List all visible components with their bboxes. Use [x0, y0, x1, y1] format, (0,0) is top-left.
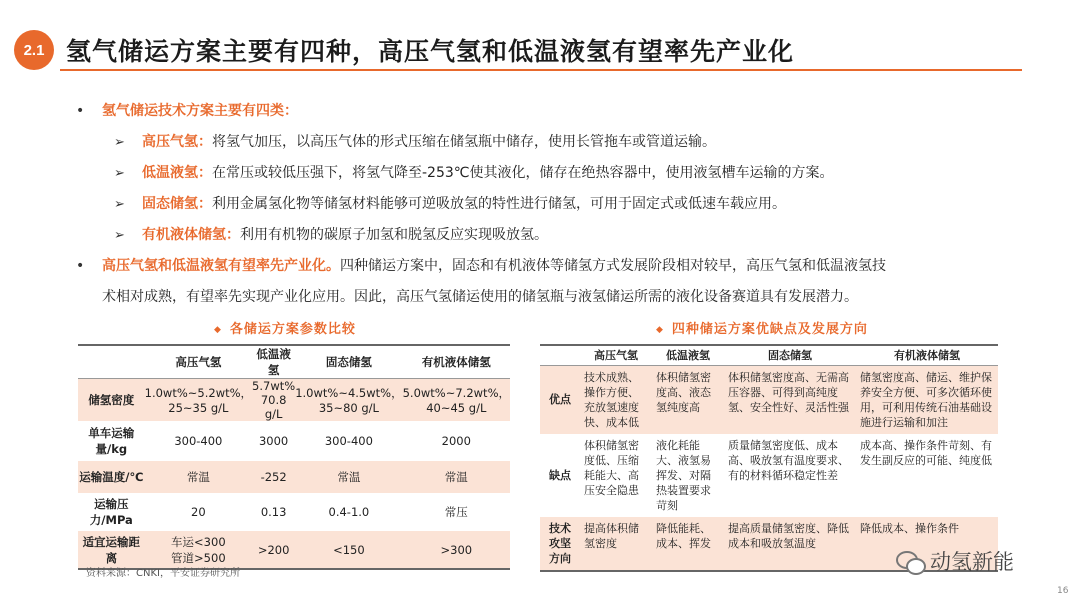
table-cell: -252: [252, 461, 295, 493]
wechat-icon: [896, 549, 924, 573]
table-header-cell: 固态储氢: [724, 345, 856, 365]
table-cell: 提高体积储氢密度: [580, 517, 652, 571]
table-cell: 20: [191, 505, 206, 519]
row-label: 缺点: [549, 468, 571, 482]
table-cell: 体积储氢密度低、压缩耗能大、高压安全隐患: [584, 438, 639, 497]
table-row: [540, 434, 998, 517]
table-header-cell: [78, 345, 145, 379]
page-number: 16: [1057, 586, 1069, 596]
title-divider: [60, 69, 1022, 71]
sub-bullet-item: [76, 220, 1036, 251]
table-cell: 300-400: [324, 434, 373, 448]
arrow-icon: ➢: [114, 228, 125, 243]
table-cell: 1.0wt%~4.5wt%，35~80 g/L: [295, 379, 402, 422]
page-title: 氢气储运方案主要有四种，高压气氢和低温液氢有望率先产业化: [66, 37, 795, 66]
table-cell: 车运<300 管道>500: [145, 531, 252, 569]
sub-bullet-key: 有机液体储氢：: [142, 227, 240, 243]
table-cell: 技术成熟、操作方便、充放氢速度快、成本低: [580, 365, 652, 434]
sub-bullet-text: 在常压或较低压强下，将氢气降至-253℃使其液化，储存在绝热容器中，使用液氢槽车运输的方案。: [212, 165, 834, 181]
table-header-cell: 低温液氢: [252, 345, 295, 379]
table1-title: [214, 318, 356, 337]
table-cell: >200: [252, 531, 295, 569]
sub-bullet-key: 固态储氢：: [142, 196, 212, 212]
table2-title-text: 四种储运方案优缺点及发展方向: [671, 322, 868, 337]
table-cell: 常压: [444, 505, 468, 519]
table-header-cell: 固态储氢: [295, 345, 402, 379]
row-label: 技术攻坚方向: [540, 517, 580, 571]
sub-bullet-item: [76, 189, 1036, 220]
table-row: [78, 493, 510, 531]
row-label: 适宜运输距离: [78, 531, 145, 569]
sub-bullet-text: 利用金属氢化物等储氢材料能够可逆吸放氢的特性进行储氢，可用于固定式或低速车载应用。: [212, 196, 786, 212]
bullet-text: 四种储运方案中，固态和有机液体等储氢方式发展阶段相对较早，高压气氢和低温液氢技: [340, 258, 886, 274]
bullet-text-continued: 术相对成熟，有望率先实现产业化应用。因此，高压气氢储运使用的储氢瓶与液氢储运所需的液化设备赛道具有发展潜力。: [102, 289, 858, 305]
sub-bullet-key: 低温液氢：: [142, 165, 212, 181]
diamond-icon: ◆: [214, 324, 222, 335]
table-cell: 降低能耗、成本、挥发: [652, 517, 724, 571]
bullet-item: [76, 96, 1036, 127]
table-row: [78, 461, 510, 493]
sub-bullet-item: [76, 158, 1036, 189]
table-cell: 0.13: [260, 505, 287, 519]
table-cell: 3000: [258, 434, 289, 448]
table-cell: 提高质量储氢密度、降低成本和吸放氢温度: [724, 517, 856, 571]
row-label: 优点: [540, 365, 580, 434]
table-cell: 2000: [441, 434, 471, 448]
table-cell: 1.0wt%~5.2wt%，25~35 g/L: [145, 379, 252, 422]
table-cell: 体积储氢密度高、液态氢纯度高: [652, 365, 724, 434]
source-note: 资料来源：CNKI，平安证券研究所: [86, 568, 240, 579]
sub-bullet-text: 利用有机物的碳原子加氢和脱氢反应实现吸放氢。: [240, 227, 548, 243]
table-cell: 常温: [403, 461, 510, 493]
table-row: [78, 421, 510, 461]
table2-title: [656, 318, 868, 337]
table-header-cell: 高压气氢: [145, 345, 252, 379]
table-header-cell: [540, 345, 580, 365]
table-cell: >300: [403, 531, 510, 569]
diamond-icon: ◆: [656, 324, 664, 335]
table-row: [78, 379, 510, 422]
table-header-cell: 低温液氢: [652, 345, 724, 365]
table-cell: <150: [295, 531, 402, 569]
table-cell: 储氢密度高、储运、维护保养安全方便、可多次循环使用，可利用传统石油基础设施进行运输和加注: [856, 365, 998, 434]
table-header-row: [78, 345, 510, 379]
row-label: 运输压力/MPa: [89, 497, 133, 527]
table-cell: 300-400: [174, 434, 223, 448]
bullet-heading: 氢气储运技术方案主要有四类：: [102, 103, 298, 119]
sub-bullet-key: 高压气氢：: [142, 134, 212, 150]
row-label: 运输温度/℃: [78, 461, 145, 493]
table-cell: 常温: [295, 461, 402, 493]
sub-bullet-item: [76, 127, 1036, 158]
pros-cons-table: [540, 344, 998, 572]
table-cell: 质量储氢密度低、成本高、吸放氢有温度要求、有的材料循环稳定性差: [728, 438, 849, 482]
table-cell: 常温: [145, 461, 252, 493]
table-header-cell: 高压气氢: [580, 345, 652, 365]
table-cell: 体积储氢密度高、无需高压容器、可得到高纯度氢、安全性好、灵活性强: [724, 365, 856, 434]
parameter-comparison-table: [78, 344, 510, 570]
bullet-item: [76, 251, 1036, 282]
table-cell: 5.0wt%~7.2wt%，40~45 g/L: [403, 379, 510, 422]
table-cell: 降低成本、操作条件: [856, 517, 998, 571]
table-cell: 5.7wt% 70.8 g/L: [252, 379, 296, 421]
bullet-list: [76, 96, 1036, 313]
arrow-icon: ➢: [114, 197, 125, 212]
row-label: 储氢密度: [78, 379, 145, 422]
table1-title-text: 各储运方案参数比较: [229, 322, 356, 337]
watermark: [896, 546, 1014, 576]
arrow-icon: ➢: [114, 135, 125, 150]
table-cell: 成本高、操作条件苛刻、有发生副反应的可能、纯度低: [860, 438, 992, 467]
section-badge: 2.1: [14, 30, 54, 70]
table-header-cell: 有机液体储氢: [403, 345, 510, 379]
table-header-cell: 有机液体储氢: [856, 345, 998, 365]
arrow-icon: ➢: [114, 166, 125, 181]
table-cell: 0.4-1.0: [328, 505, 370, 519]
watermark-text: 动氢新能: [930, 550, 1014, 574]
sub-bullet-text: 将氢气加压，以高压气体的形式压缩在储氢瓶中储存，使用长管拖车或管道运输。: [212, 134, 716, 150]
table-header-row: [540, 345, 998, 365]
table-cell: 液化耗能大、液氢易挥发、对隔热装置要求苛刻: [656, 438, 711, 512]
table-row: [540, 365, 998, 434]
bullet-heading: 高压气氢和低温液氢有望率先产业化。: [102, 258, 340, 274]
row-label: 单车运输量/kg: [88, 426, 135, 456]
